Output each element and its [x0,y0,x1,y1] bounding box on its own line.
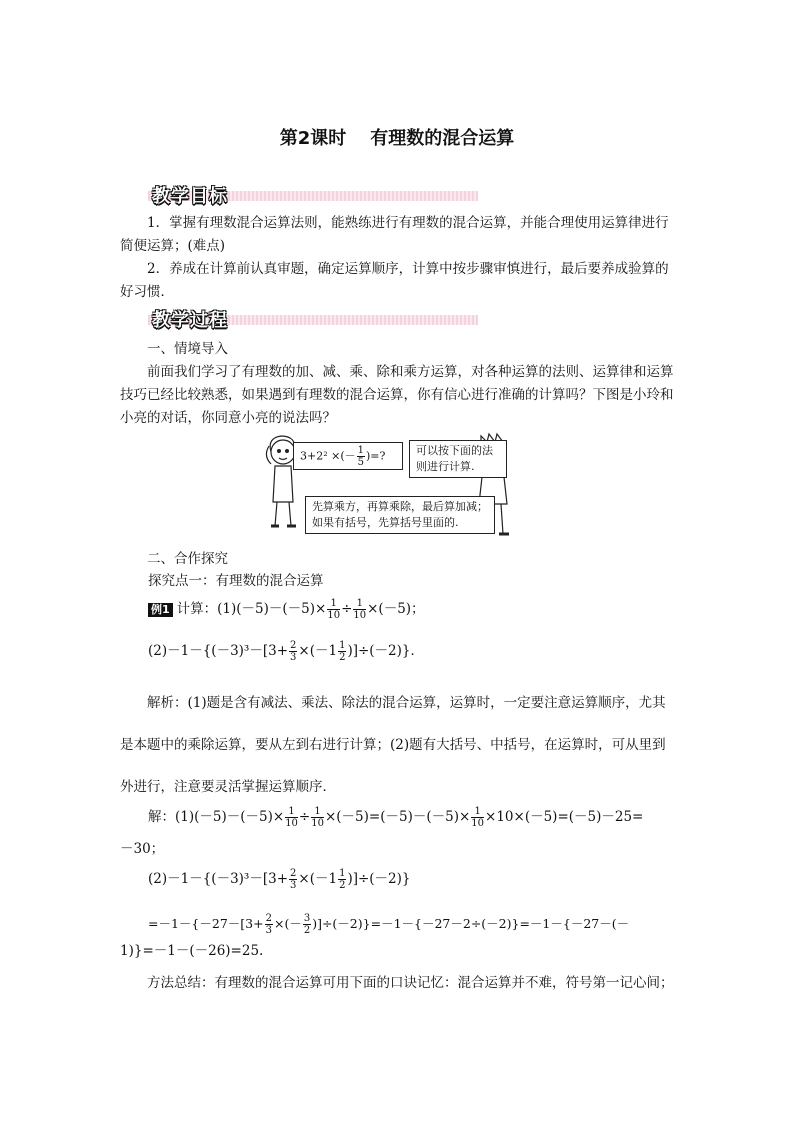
dialogue-illustration [263,432,511,542]
lesson-number: 第2课时 [279,128,347,149]
solution-s2-mid: ×(－1 [298,871,338,887]
solution-s3-tail: )]÷(－2)}=－1－{－27－2÷(－2)}=－1－{－27－(－ [312,916,630,931]
part2-title: 二、合作探究 [147,551,228,567]
girl-speech-bubble [293,442,403,470]
solution-s1-mid: ×(－5)=(－5)－(－5)× [324,809,471,825]
solution-line-4: 1)}=－1－(－26)=25. [120,943,264,959]
div-sign: ÷ [298,809,311,825]
example-prompt: 计算：(1)(－5)－(－5)× [176,601,327,617]
girl-expression: 3+2² ×(－ [300,449,356,463]
rule-line-2: 如果有括号，先算括号里面的. [312,516,459,529]
part1-title: 一、情境导入 [147,341,228,357]
example-p2-tail: )]÷(－2)}． [347,643,424,659]
fraction-one-half: $\frac{1}{2}$ [339,868,346,891]
part1-text: 前面我们学习了有理数的加、减、乘、除和乘方运算，对各种运算的法则、运算律和运算技巧已经比较熟悉，如果遇到有理数的混合运算，你有信心进行准确的计算吗？下图是小玲和小亮的对话，你同意小亮的说法吗？ [120,364,674,426]
analysis-text: 解析：(1)题是含有减法、乘法、除法的混合运算，运算时，一定要注意运算顺序，尤其是本题中的乘除运算，要从左到右进行计算；(2)题有大括号、中括号，在运算时，可从里到外进行，注意要灵活掌握运算顺序． [120,695,666,795]
method-summary: 方法总结：有理数的混合运算可用下面的口诀记忆：混合运算并不难，符号第一记心间； [147,975,674,991]
solution-s3-mid: ×(－ [273,916,302,931]
solution-line-1-result: －30； [120,841,165,857]
solution-s1-head: 解：(1)(－5)－(－5)× [148,809,285,825]
objective-item-1: 1．掌握有理数混合运算法则，能熟练进行有理数的混合运算，并能合理使用运算律进行简便运算；(难点) [120,215,669,254]
process-label: 教学过程 [152,310,228,331]
objective-item-2: 2．养成在计算前认真审题，确定运算顺序，计算中按步骤审慎进行，最后要养成验算的好习惯． [120,261,669,300]
example-p1-tail: ×(－5)； [367,601,425,617]
girl-expression-tail: )=? [366,449,386,463]
fraction-one-tenth: $\frac{1}{10}$ [471,806,485,829]
fraction-two-thirds: $\frac{2}{3}$ [265,913,272,936]
solution-line-2 [148,868,704,891]
boy-speech-bubble [409,440,507,478]
girl-fraction: $\frac{1}{5}$ [357,445,365,468]
fraction-one-half: $\frac{1}{2}$ [339,640,346,663]
solution-line-1 [148,806,676,829]
solution-s3-head: =－1－{－27－[3+ [148,916,264,931]
solution-s2-head: (2)－1－{(－3)³－[3+ [148,871,289,887]
rule-box [305,496,495,534]
fraction-one-tenth: $\frac{1}{10}$ [311,806,324,829]
boy-line-2: 则进行计算. [416,460,475,473]
fraction-one-tenth: $\frac{1}{10}$ [285,806,298,829]
example-tag: 例1 [148,603,173,617]
rule-line-1: 先算乘方，再算乘除，最后算加减； [312,500,488,513]
fraction-two-thirds: $\frac{2}{3}$ [290,868,297,891]
lesson-topic: 有理数的混合运算 [370,128,515,149]
solution-s1-tail: ×10×(－5)=(－5)－25= [485,809,644,825]
fraction-three-halves: $\frac{3}{2}$ [303,913,311,936]
process-banner [148,306,478,332]
lesson-title [0,124,794,150]
solution-s2-tail: )]÷(－2)} [347,871,411,887]
div-sign: ÷ [341,601,353,617]
point1-title: 探究点一：有理数的混合运算 [148,573,324,589]
example-p2-head: (2)－1－{(－3)³－[3+ [148,643,289,659]
objectives-label: 教学目标 [152,186,228,207]
example-p2-mid: ×(－1 [298,643,338,659]
objectives-banner [148,182,478,208]
example-part-2 [148,640,704,663]
boy-line-1: 可以按下面的法 [416,444,493,457]
fraction-two-thirds: $\frac{2}{3}$ [290,640,297,663]
example-1 [148,598,704,621]
solution-line-3 [148,912,676,936]
fraction-one-tenth: $\frac{1}{10}$ [353,598,367,621]
fraction-one-tenth: $\frac{1}{10}$ [327,598,341,621]
